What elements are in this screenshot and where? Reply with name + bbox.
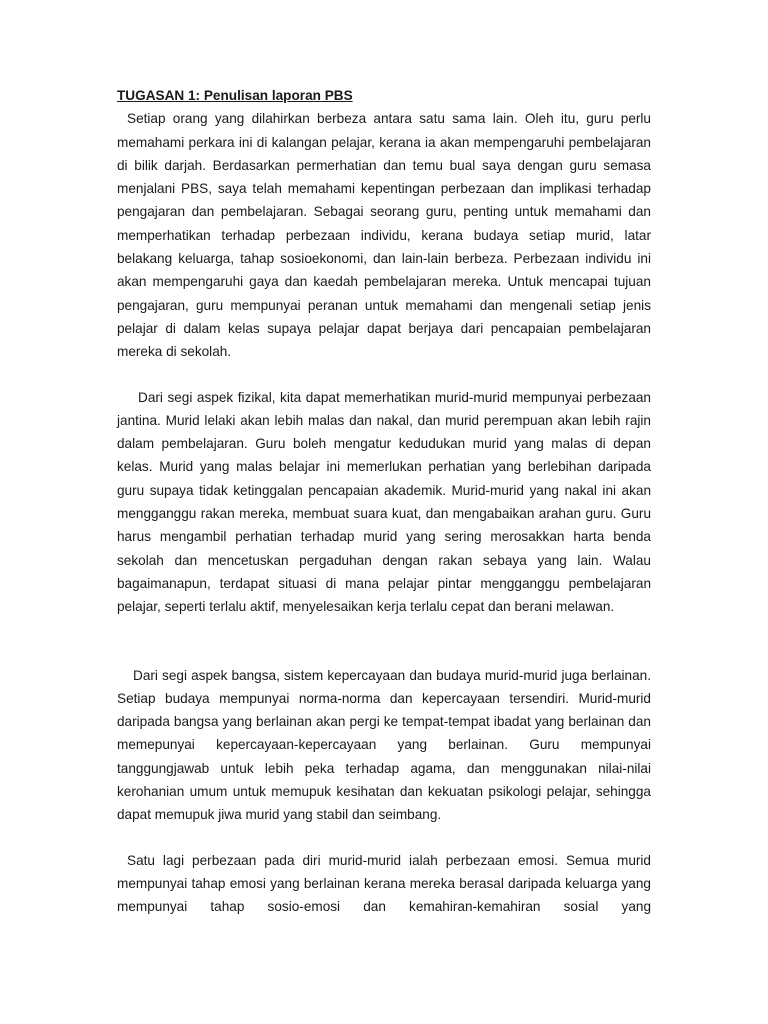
document-page	[117, 84, 651, 919]
paragraph-introduction: Setiap orang yang dilahirkan berbeza antara satu sama lain. Oleh itu, guru perlu memahami perkara ini di kalangan pelajar, kerana ia akan mempengaruhi pembelajaran di bilik darjah. Berdasarkan permerhatian dan temu bual saya dengan guru semasa menjalani PBS, saya telah memahami kepentingan perbezaan dan implikasi terhadap pengajaran dan pembelajaran. Sebagai seorang guru, penting untuk memahami dan memperhatikan terhadap perbezaan individu, kerana budaya setiap murid, latar belakang keluarga, tahap sosioekonomi, dan lain-lain berbeza. Perbezaan individu ini akan mempengaruhi gaya dan kaedah pembelajaran mereka. Untuk mencapai tujuan pengajaran, guru mempunyai peranan untuk memahami dan mengenali setiap jenis pelajar di dalam kelas supaya pelajar dapat berjaya dari pencapaian pembelajaran mereka di sekolah.	[117, 111, 651, 360]
document-title: TUGASAN 1: Penulisan laporan PBS	[117, 88, 353, 103]
paragraph-emotion-aspect: Satu lagi perbezaan pada diri murid-murid ialah perbezaan emosi. Semua murid mempunyai tahap emosi yang berlainan kerana mereka berasal daripada keluarga yang mempunyai tahap sosio-emosi dan kemahiran-kemahiran sosial yang	[117, 852, 651, 915]
paragraph-physical-aspect: Dari segi aspek fizikal, kita dapat memerhatikan murid-murid mempunyai perbezaan jantina. Murid lelaki akan lebih malas dan nakal, dan murid perempuan akan lebih rajin dalam pembelajaran. Guru boleh mengatur kedudukan murid yang malas di depan kelas. Murid yang malas belajar ini memerlukan perhatian yang berlebihan daripada guru supaya tidak ketinggalan pencapaian akademik. Murid-murid yang nakal ini akan mengganggu rakan mereka, membuat suara kuat, dan mengabaikan arahan guru. Guru harus mengambil perhatian terhadap murid yang sering merosakkan harta benda sekolah dan mencetuskan pergaduhan dengan rakan sebaya yang lain. Walau bagaimanapun, terdapat situasi di mana pelajar pintar mengganggu pembelajaran pelajar, seperti terlalu aktif, menyelesaikan kerja terlalu cepat dan berani melawan.	[117, 389, 651, 615]
paragraph-race-aspect: Dari segi aspek bangsa, sistem kepercayaan dan budaya murid-murid juga berlainan. Setiap budaya mempunyai norma-norma dan kepercayaan tersendiri. Murid-murid daripada bangsa yang berlainan akan pergi ke tempat-tempat ibadat yang berlainan dan memepunyai kepercayaan-kepercayaan yang berlainan. Guru mempunyai tanggungjawab untuk lebih peka terhadap agama, dan menggunakan nilai-nilai kerohanian umum untuk memupuk kesihatan dan kekuatan psikologi pelajar, sehingga dapat memupuk jiwa murid yang stabil dan seimbang.	[117, 667, 651, 823]
